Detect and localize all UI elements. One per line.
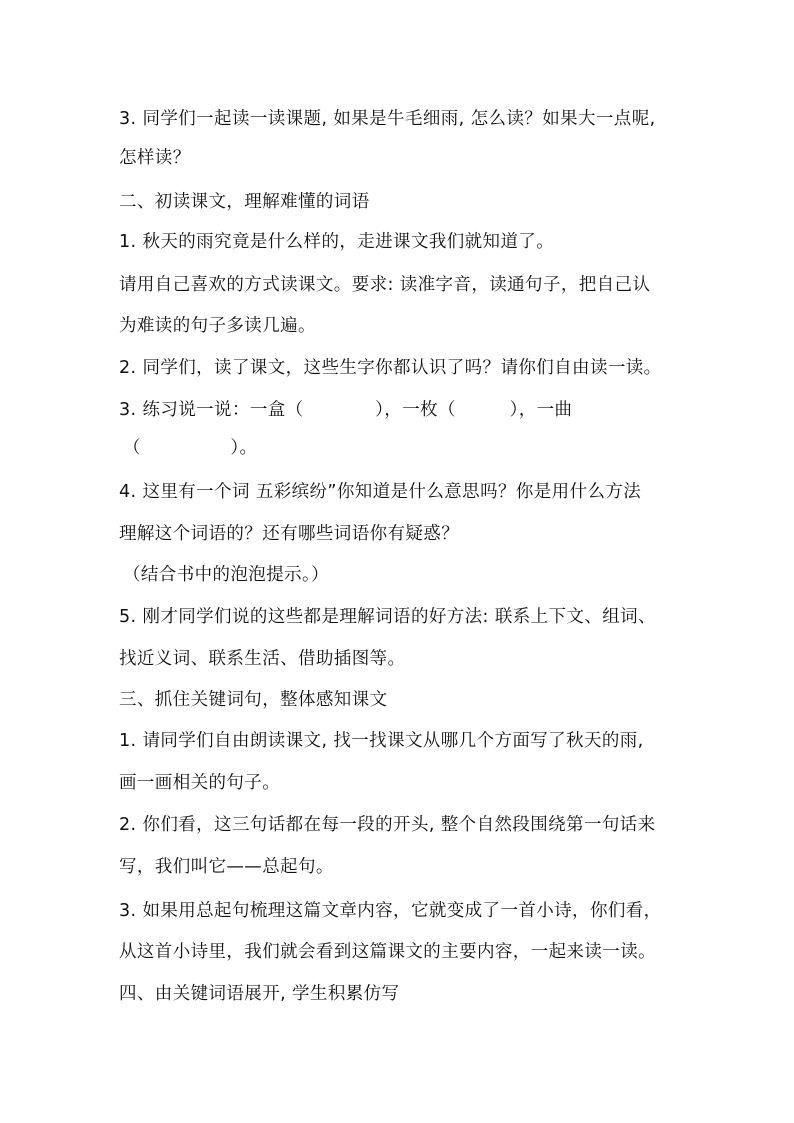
text-line: 为难读的句子多读几遍。 [119,316,316,336]
text-line: 4. 这里有一个词 五彩缤纷”你知道是什么意思吗？你是用什么方法 [119,482,642,502]
text-line: 画一画相关的句子。 [119,773,281,793]
section-heading: 二、初读课文，理解难懂的词语 [119,192,370,212]
text-line: 2. 同学们，读了课文，这些生字你都认识了吗？请你们自由读一读。 [119,358,662,378]
text-line: 3. 如果用总起句梳理这篇文章内容，它就变成了一首小诗，你们看， [119,901,662,921]
text-line: 从这首小诗里，我们就会看到这篇课文的主要内容，一起来读一读。 [119,942,656,962]
section-heading: 三、抓住关键词句，整体感知课文 [119,690,388,710]
text-line: 2. 你们看，这三句话都在每一段的开头, 整个自然段围绕第一句话来 [119,815,656,835]
text-line: 请用自己喜欢的方式读课文。要求: 读准字音，读通句子，把自己认 [119,275,651,295]
text-line: 理解这个词语的？还有哪些词语你有疑惑？ [119,524,460,544]
text-line: 找近义词、联系生活、借助插图等。 [119,649,406,669]
text-line: （结合书中的泡泡提示。） [123,565,330,585]
text-line: 5. 刚才同学们说的这些都是理解词语的好方法: 联系上下文、组词、 [119,607,656,627]
text-line: 3. 同学们一起读一读课题, 如果是牛毛细雨, 怎么读？如果大一点呢, [119,109,656,129]
text-line: 1. 秋天的雨究竟是什么样的，走进课文我们就知道了。 [119,232,555,252]
text-line: 写，我们叫它——总起句。 [119,857,334,877]
section-heading: 四、由关键词语展开, 学生积累仿写 [119,984,400,1004]
text-line: 1. 请同学们自由朗读课文, 找一找课文从哪几个方面写了秋天的雨, [119,731,644,751]
text-line: 怎样读？ [119,148,191,168]
text-line: （ ）。 [123,438,258,458]
text-line: 3. 练习说一说：一盒（ ），一枚（ ），一曲 [119,400,573,420]
